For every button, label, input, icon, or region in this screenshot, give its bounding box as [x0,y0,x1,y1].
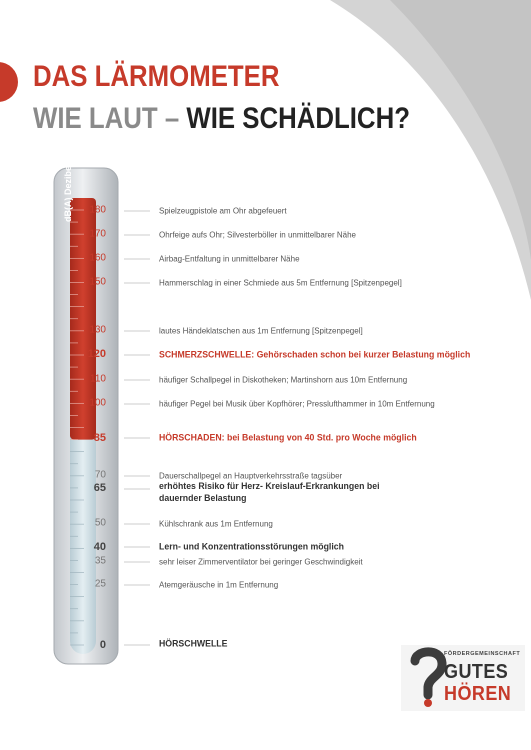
hearing-damage-text: bei Belastung von 40 Std. pro Woche möglich [226,432,417,444]
scale-label-0: HÖRSCHWELLE [159,638,228,650]
scale-value-150: 150 [89,276,106,288]
scale-label-25: Atemgeräusche in 1m Entfernung [159,580,279,590]
scale-label-150: Hammerschlag in einer Schmiede aus 5m Entfernung [Spitzenpegel] [159,278,402,288]
scale-label-85 [159,433,417,444]
scale-value-40: 40 [93,541,106,553]
page-title: DAS LÄRMOMETER [33,60,280,93]
logo-tagline: FÖRDERGEMEINSCHAFT [444,651,521,657]
scale-label-120 [159,350,470,361]
scale-value-170: 170 [89,228,106,240]
scale-value-130: 130 [89,324,106,336]
scale-value-85: 85 [93,432,106,444]
leader-lines [124,211,150,645]
scale-label-110: häufiger Schallpegel in Diskotheken; Martinshorn aus 10m Entfernung [159,375,408,385]
scale-value-180: 180 [89,204,106,216]
pain-threshold-heading: SCHMERZSCHWELLE: [159,349,255,361]
scale-label-170: Ohrfeige aufs Ohr; Silvesterböller in unmittelbarer Nähe [159,230,356,240]
scale-label-65 [159,481,379,505]
scale-label-40: Lern- und Konzentrationsstörungen möglich [159,541,344,553]
scale-label-50: Kühlschrank aus 1m Entfernung [159,519,273,529]
scale-value-0: 0 [99,639,106,651]
subtitle-emphasis: WIE SCHÄDLICH? [186,102,410,135]
scale-label-100: häufiger Pegel bei Musik über Kopfhörer; Presslufthammer in 10m Entfernung [159,399,435,409]
scale-label-70: Dauerschallpegel an Hauptverkehrsstraße tagsüber [159,471,343,481]
hearing-damage-heading: HÖRSCHADEN: [159,432,225,444]
scale-value-160: 160 [89,252,106,264]
scale-label-65-line2: dauernder Belastung [159,493,247,504]
scale-label-130: lautes Händeklatschen aus 1m Entfernung [Spitzenpegel] [159,326,363,336]
pain-threshold-text: Gehörschaden schon bei kurzer Belastung möglich [256,349,471,361]
subtitle-prefix: WIE LAUT – [33,102,180,135]
logo-word-gutes: GUTES [444,661,509,683]
scale-label-180: Spielzeugpistole am Ohr abgefeuert [159,206,287,216]
scale-value-65: 65 [93,482,106,494]
scale-value-50: 50 [94,517,106,529]
scale-value-35: 35 [94,555,106,567]
scale-value-100: 100 [89,397,106,409]
scale-value-120: 120 [87,348,106,360]
logo-dot-icon [424,699,432,707]
logo-word-hoeren: HÖREN [444,683,512,705]
scale-value-110: 110 [90,373,106,385]
scale-label-160: Airbag-Entfaltung in unmittelbarer Nähe [159,254,300,264]
unit-label: dB(A) Dezibel [63,163,73,222]
scale-label-35: sehr leiser Zimmerventilator bei geringer Geschwindigkeit [159,557,363,567]
scale-label-65-line1: erhöhtes Risiko für Herz- Kreislauf-Erkrankungen bei [159,481,380,492]
scale-value-70: 70 [94,469,106,481]
scale-value-25: 25 [94,578,106,590]
